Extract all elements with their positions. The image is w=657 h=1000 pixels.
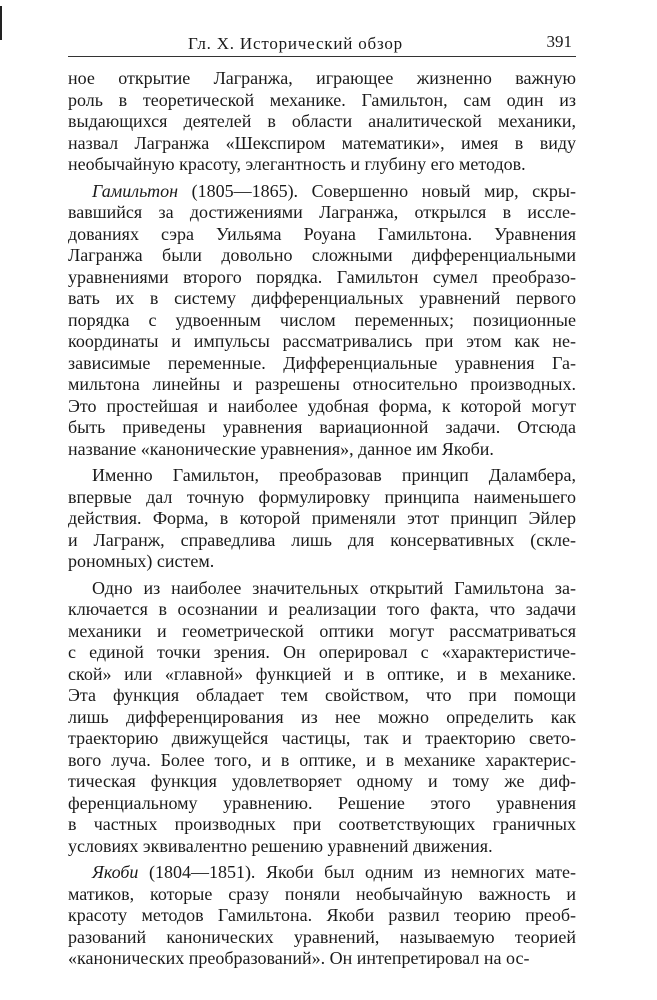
line-text: ключается в осознании и реализации того факта, что задачи (68, 599, 576, 619)
text-line (68, 927, 576, 949)
text-line (68, 750, 576, 772)
text-line (68, 685, 576, 707)
line-text: выдающихся деятелей в области аналитической механики, (68, 111, 576, 131)
line-text: и Лагранж, справедлива лишь для консервативных (скле- (68, 529, 576, 550)
paragraph (68, 862, 576, 970)
text-line (68, 68, 576, 90)
line-text: Эта функция обладает тем свойством, что при помощи (68, 685, 576, 705)
line-text: роль в теоретической механике. Гамильтон, сам один из (68, 89, 576, 110)
text-line (68, 621, 576, 643)
page-edge-mark (0, 6, 2, 40)
line-text: (1804—1851). Якоби был одним из немногих мате- (138, 862, 576, 882)
line-text: название «канонические уравнения», данное им Якоби. (68, 438, 494, 459)
line-text: необычайную красоту, элегантность и глубину его методов. (68, 154, 526, 174)
page-header (68, 30, 576, 57)
text-line (68, 288, 576, 310)
text-line (68, 353, 576, 375)
text-line (68, 862, 576, 884)
line-text: Это простейшая и наиболее удобная форма, к которой могут (68, 395, 576, 416)
line-text: впервые дал точную формулировку принципа наименьшего (68, 486, 576, 507)
text-line (68, 439, 576, 461)
body-text (68, 68, 576, 970)
text-line (68, 90, 576, 112)
line-text: координаты и импульсы рассматривались при этом как не- (68, 331, 576, 351)
text-line (68, 642, 576, 664)
line-text: Лагранжа были довольно сложными дифференциальными (68, 245, 576, 265)
text-line (68, 578, 576, 600)
paragraph (68, 68, 576, 176)
text-line (68, 181, 576, 203)
text-line (68, 111, 576, 133)
line-text: мильтона линейны и разрешены относительно производных. (68, 374, 576, 394)
text-line (68, 487, 576, 509)
line-text: разований канонических уравнений, называемую теорией (68, 926, 576, 947)
text-line (68, 245, 576, 267)
line-text: вого луча. Более того, и в оптике, и в механике характерис- (68, 749, 576, 770)
text-line (68, 331, 576, 353)
text-line (68, 508, 576, 530)
text-line (68, 465, 576, 487)
line-text: вавшийся за достижениями Лагранжа, открылся в иссле- (68, 202, 576, 222)
line-text: вать их в систему дифференциальных уравнений первого (68, 288, 576, 308)
text-line (68, 836, 576, 858)
text-line (68, 202, 576, 224)
line-text: в частных производных при соответствующих граничных (68, 814, 576, 834)
page-number: 391 (546, 32, 572, 51)
line-text: зависимые переменные. Дифференциальные уравнения Га- (68, 352, 576, 373)
text-line (68, 267, 576, 289)
line-text: с единой точки зрения. Он оперировал с «характеристиче- (68, 642, 576, 662)
text-line (68, 664, 576, 686)
line-text: условиях эквивалентно решению уравнений движения. (68, 835, 493, 856)
line-text: матиков, которые сразу поняли необычайную важность и (68, 883, 576, 904)
italic-name: Якоби (92, 862, 139, 882)
line-text: быть приведены уравнения вариационной задачи. Отсюда (68, 417, 576, 437)
text-line (68, 905, 576, 927)
text-line (68, 948, 576, 970)
line-text: лишь дифференцирования из нее можно определить как (68, 706, 576, 727)
text-line (68, 417, 576, 439)
line-text: красоту методов Гамильтона. Якоби развил теорию преоб- (68, 905, 576, 925)
text-line (68, 771, 576, 793)
text-line (68, 793, 576, 815)
text-line (68, 551, 576, 573)
line-text: уравнениями второго порядка. Гамильтон сумел преобразо- (68, 266, 576, 287)
line-text: ное открытие Лагранжа, играющее жизненно важную (68, 68, 576, 88)
text-line (68, 224, 576, 246)
running-title: Гл. X. Исторический обзор (188, 34, 403, 53)
text-line (68, 310, 576, 332)
line-text: порядка с удвоенным числом переменных; позиционные (68, 309, 576, 330)
line-text: «канонических преобразований». Он интепретировал на ос- (68, 948, 530, 968)
italic-name: Гамильтон (92, 180, 179, 201)
text-line (68, 530, 576, 552)
line-text: ской» или «главной» функцией и в оптике, и в механике. (68, 663, 576, 684)
text-line (68, 884, 576, 906)
text-line (68, 707, 576, 729)
text-line (68, 814, 576, 836)
line-text: назвал Лагранжа «Шекспиром математики», имея в виду (68, 132, 576, 153)
line-text: (1805—1865). Совершенно новый мир, скры- (178, 180, 576, 201)
line-text: Одно из наиболее значительных открытий Гамильтона за- (92, 577, 576, 598)
text-line (68, 396, 576, 418)
paragraph (68, 465, 576, 573)
line-text: ференциальному уравнению. Решение этого уравнения (68, 792, 576, 813)
line-text: тическая функция удовлетворяет одному и тому же диф- (68, 771, 576, 791)
paragraph (68, 181, 576, 461)
text-line (68, 133, 576, 155)
paragraph (68, 578, 576, 858)
line-text: механики и геометрической оптики могут рассматриваться (68, 620, 576, 641)
text-line (68, 374, 576, 396)
line-text: траекторию движущейся частицы, так и траекторию свето- (68, 728, 576, 748)
line-text: действия. Форма, в которой применяли этот принцип Эйлер (68, 508, 576, 528)
text-line (68, 728, 576, 750)
text-line (68, 599, 576, 621)
line-text: Именно Гамильтон, преобразовав принцип Даламбера, (92, 465, 576, 485)
line-text: рономных) систем. (68, 551, 215, 571)
line-text: дованиях сэра Уильяма Роуана Гамильтона. Уравнения (68, 223, 576, 244)
text-line (68, 154, 576, 176)
